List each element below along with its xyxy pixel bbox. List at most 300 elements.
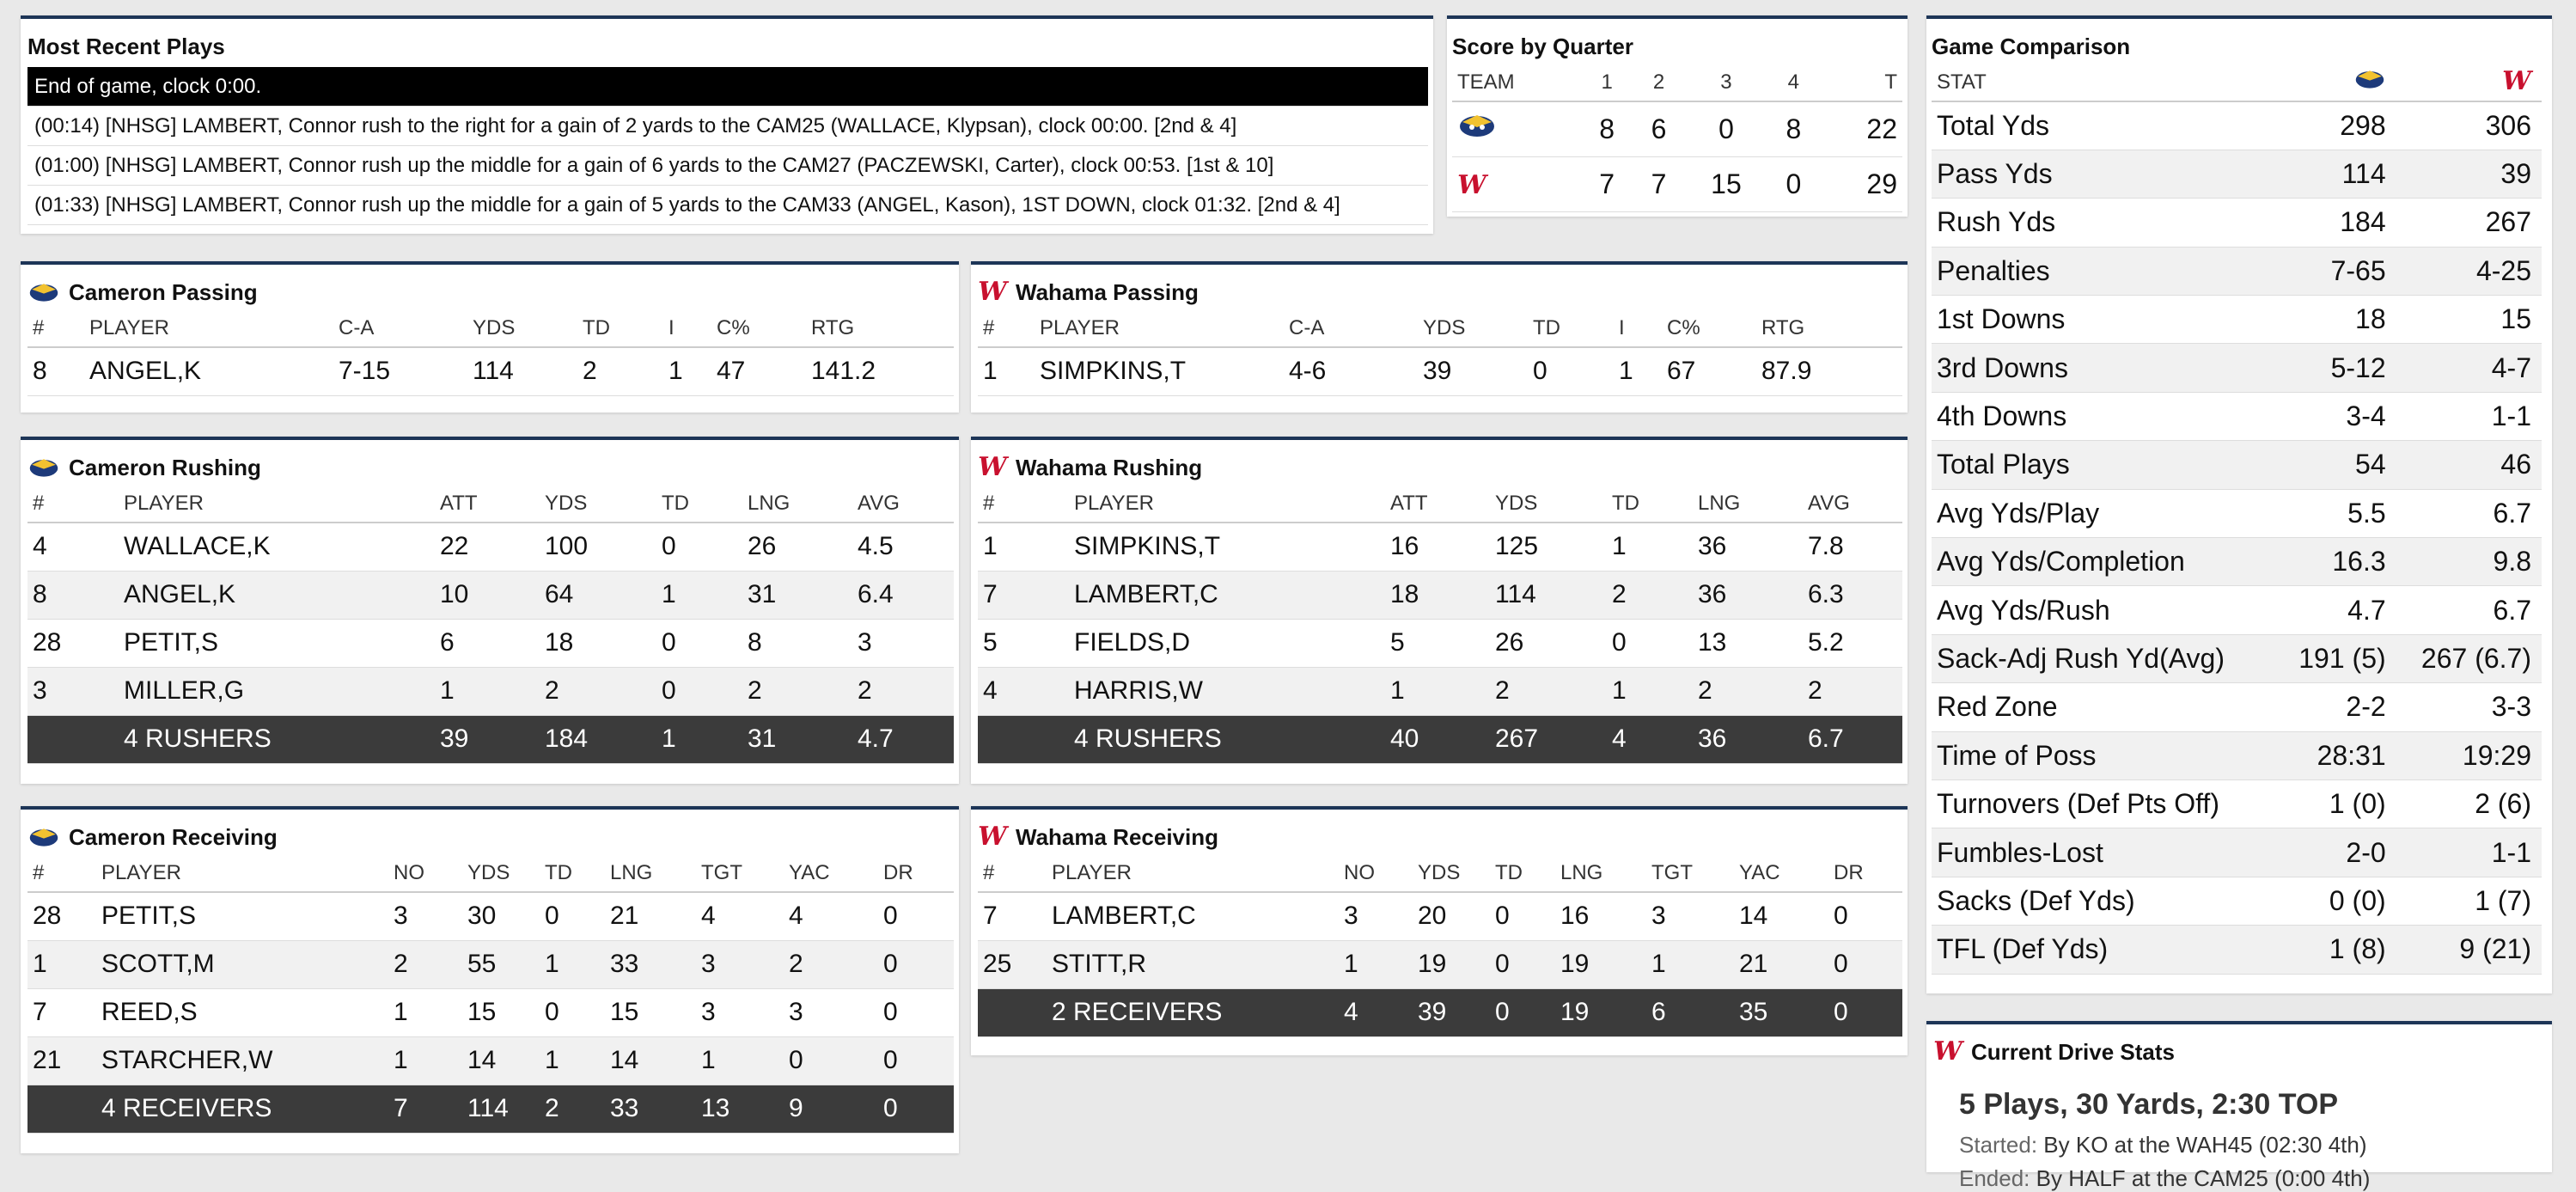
ended-label: Ended: <box>1959 1165 2030 1191</box>
comparison-table <box>1932 64 2542 975</box>
cameron-logo-icon <box>2353 68 2386 90</box>
table-cell: 0 <box>1490 940 1555 988</box>
table-cell: 0 <box>656 667 742 715</box>
table-cell: 67 <box>1662 347 1756 395</box>
stat-label: Total Yds <box>1932 101 2277 150</box>
col-header: PLAYER <box>96 854 388 892</box>
stat-label: Sack-Adj Rush Yd(Avg) <box>1932 634 2277 682</box>
stat-value: 2 (6) <box>2396 779 2542 828</box>
table-cell: 31 <box>742 571 852 619</box>
table-cell: LAMBERT,C <box>1069 571 1385 619</box>
plays-list <box>27 67 1428 225</box>
wahama-passing-panel <box>971 261 1908 413</box>
total-cell: 4 <box>1607 715 1693 763</box>
ended-value: By HALF at the CAM25 (0:00 4th) <box>2036 1165 2371 1191</box>
table-cell: 21 <box>27 1036 96 1085</box>
col-header: T <box>1820 64 1902 101</box>
table-cell: 0 <box>540 892 605 940</box>
comparison-row <box>1932 344 2542 392</box>
score-by-quarter-panel <box>1447 15 1908 217</box>
table-cell: 3 <box>388 892 462 940</box>
table-cell: 26 <box>742 523 852 571</box>
game-comparison-title: Game Comparison <box>1932 33 2131 59</box>
total-cell: 4 RUSHERS <box>1069 715 1385 763</box>
score-header-row <box>1452 64 1902 101</box>
table-cell: 0 <box>1607 619 1693 667</box>
table-row <box>978 892 1902 940</box>
stat-value: 7-65 <box>2277 247 2396 295</box>
total-cell: 0 <box>1490 988 1555 1036</box>
table-cell: SIMPKINS,T <box>1069 523 1385 571</box>
table-cell: WALLACE,K <box>119 523 435 571</box>
table-cell: 47 <box>711 347 806 395</box>
col-header: TGT <box>696 854 784 892</box>
table-row <box>27 571 954 619</box>
stat-value: 306 <box>2396 101 2542 150</box>
wah-receiving-table <box>978 854 1902 1037</box>
table-cell: 7 <box>978 571 1069 619</box>
table-cell: ANGEL,K <box>84 347 333 395</box>
table-cell: 7-15 <box>333 347 467 395</box>
col-header: TEAM <box>1452 64 1581 101</box>
col-header: RTG <box>806 309 954 347</box>
panel-title-text: Wahama Receiving <box>1016 823 1219 850</box>
total-row <box>978 988 1902 1036</box>
table-cell: HARRIS,W <box>1069 667 1385 715</box>
stat-value: 15 <box>2396 296 2542 344</box>
table-cell: 18 <box>540 619 656 667</box>
total-cell: 36 <box>1693 715 1803 763</box>
col-header: C-A <box>333 309 467 347</box>
table-cell: 1 <box>663 347 711 395</box>
wahama-receiving-panel <box>971 806 1908 1055</box>
table-cell: 64 <box>540 571 656 619</box>
col-header: I <box>663 309 711 347</box>
table-cell: SIMPKINS,T <box>1035 347 1284 395</box>
comparison-row <box>1932 296 2542 344</box>
table-cell: 1 <box>656 571 742 619</box>
stat-value: 2-0 <box>2277 828 2396 877</box>
table-cell: MILLER,G <box>119 667 435 715</box>
col-header: TD <box>656 485 742 523</box>
table-cell: 1 <box>1614 347 1662 395</box>
score-cell: 7 <box>1581 156 1633 211</box>
stat-label: 4th Downs <box>1932 392 2277 440</box>
comparison-row <box>1932 199 2542 247</box>
table-cell: 36 <box>1693 523 1803 571</box>
table-cell: 3 <box>27 667 119 715</box>
wahama-logo-icon: W <box>978 277 1007 307</box>
total-cell: 2 RECEIVERS <box>1047 988 1339 1036</box>
game-comparison-panel <box>1926 15 2552 993</box>
table-cell: 4 <box>784 892 878 940</box>
stat-label: Rush Yds <box>1932 199 2277 247</box>
total-cell <box>27 715 119 763</box>
comparison-row <box>1932 489 2542 537</box>
comparison-row <box>1932 247 2542 295</box>
col-header: C% <box>1662 309 1756 347</box>
total-cell: 4 RECEIVERS <box>96 1085 388 1133</box>
table-cell: 0 <box>1528 347 1614 395</box>
stat-label: Avg Yds/Completion <box>1932 538 2277 586</box>
table-cell: 0 <box>1828 940 1902 988</box>
stat-label: Time of Poss <box>1932 731 2277 779</box>
stat-value: 16.3 <box>2277 538 2396 586</box>
stat-value: 4-7 <box>2396 344 2542 392</box>
score-cell: 0 <box>1685 101 1767 156</box>
table-cell: 26 <box>1490 619 1607 667</box>
col-header: PLAYER <box>1069 485 1385 523</box>
table-cell: 30 <box>462 892 540 940</box>
table-cell: 15 <box>462 988 540 1036</box>
stat-value: 3-4 <box>2277 392 2396 440</box>
col-header: I <box>1614 309 1662 347</box>
wahama-rushing-panel <box>971 437 1908 784</box>
table-cell: 2 <box>784 940 878 988</box>
table-cell: 3 <box>1339 892 1413 940</box>
table-cell: 114 <box>467 347 577 395</box>
play-item: End of game, clock 0:00. <box>27 67 1428 107</box>
col-header: TD <box>577 309 663 347</box>
table-cell: 2 <box>1607 571 1693 619</box>
col-header: # <box>978 485 1069 523</box>
score-row <box>1452 156 1902 211</box>
total-cell: 0 <box>878 1085 954 1133</box>
panel-title-text: Cameron Receiving <box>69 823 278 850</box>
table-cell: 5 <box>1385 619 1490 667</box>
team-cell <box>1452 101 1581 156</box>
table-cell: 1 <box>1339 940 1413 988</box>
table-cell: 2 <box>1803 667 1902 715</box>
table-cell: 3 <box>696 940 784 988</box>
table-cell: SCOTT,M <box>96 940 388 988</box>
table-cell: 14 <box>1734 892 1828 940</box>
stat-value: 114 <box>2277 150 2396 198</box>
col-header: TD <box>1490 854 1555 892</box>
table-row <box>27 892 954 940</box>
recent-plays-panel <box>21 15 1433 234</box>
stat-value: 1-1 <box>2396 828 2542 877</box>
cameron-receiving-panel <box>21 806 959 1153</box>
table-cell: 21 <box>1734 940 1828 988</box>
table-cell: 6.4 <box>852 571 954 619</box>
col-header: LNG <box>1555 854 1646 892</box>
col-header: 1 <box>1581 64 1633 101</box>
header-row <box>27 485 954 523</box>
stat-value: 28:31 <box>2277 731 2396 779</box>
table-cell: 0 <box>878 940 954 988</box>
stat-label: Turnovers (Def Pts Off) <box>1932 779 2277 828</box>
table-cell: 100 <box>540 523 656 571</box>
col-header: AVG <box>852 485 954 523</box>
table-row <box>27 667 954 715</box>
table-cell: 3 <box>852 619 954 667</box>
col-header: 4 <box>1767 64 1819 101</box>
comparison-row <box>1932 538 2542 586</box>
wahama-logo-icon: W <box>978 822 1007 852</box>
table-cell: 2 <box>577 347 663 395</box>
drive-ended <box>1959 1165 2542 1192</box>
stat-value: 0 (0) <box>2277 877 2396 925</box>
total-cell: 19 <box>1555 988 1646 1036</box>
table-cell: PETIT,S <box>96 892 388 940</box>
total-cell: 31 <box>742 715 852 763</box>
table-cell: 0 <box>878 988 954 1036</box>
table-cell: 0 <box>1828 892 1902 940</box>
stat-label: Fumbles-Lost <box>1932 828 2277 877</box>
current-drive-title-text: Current Drive Stats <box>1971 1038 2175 1065</box>
table-cell: 25 <box>978 940 1047 988</box>
table-cell: 0 <box>656 619 742 667</box>
wahama-logo-icon: W <box>2502 66 2531 96</box>
stat-value: 191 (5) <box>2277 634 2396 682</box>
col-header: YDS <box>540 485 656 523</box>
table-cell: 1 <box>27 940 96 988</box>
table-cell: 0 <box>784 1036 878 1085</box>
stat-value: 1-1 <box>2396 392 2542 440</box>
table-cell: 3 <box>696 988 784 1036</box>
table-row <box>978 619 1902 667</box>
table-cell: 8 <box>27 347 84 395</box>
wahama-logo-icon: W <box>978 452 1007 482</box>
table-cell: 1 <box>388 988 462 1036</box>
stat-value: 5-12 <box>2277 344 2396 392</box>
stat-value: 46 <box>2396 441 2542 489</box>
drive-summary: 5 Plays, 30 Yards, 2:30 TOP <box>1959 1088 2339 1121</box>
total-cell: 39 <box>435 715 540 763</box>
table-cell: 39 <box>1418 347 1528 395</box>
wahama-col-header <box>2396 64 2542 101</box>
table-cell: 20 <box>1413 892 1490 940</box>
total-cell: 39 <box>1413 988 1490 1036</box>
score-cell: 8 <box>1767 101 1819 156</box>
table-cell: 1 <box>696 1036 784 1085</box>
table-cell: 7 <box>27 988 96 1036</box>
col-header: YDS <box>1418 309 1528 347</box>
table-cell: 8 <box>742 619 852 667</box>
table-row <box>978 940 1902 988</box>
score-cell: 0 <box>1767 156 1819 211</box>
comparison-row <box>1932 634 2542 682</box>
col-header: YDS <box>467 309 577 347</box>
score-cell: 6 <box>1633 101 1684 156</box>
play-item: (01:33) [NHSG] LAMBERT, Connor rush up the middle for a gain of 5 yards to the CAM33 (ANGEL, Kason), 1ST DOWN, clock 01:32. [2nd & 4] <box>27 186 1428 225</box>
stat-value: 9.8 <box>2396 538 2542 586</box>
table-cell: 6.3 <box>1803 571 1902 619</box>
total-cell: 6 <box>1646 988 1734 1036</box>
comparison-row <box>1932 586 2542 634</box>
col-header: # <box>27 854 96 892</box>
table-cell: ANGEL,K <box>119 571 435 619</box>
table-row <box>978 347 1902 395</box>
col-header: 3 <box>1685 64 1767 101</box>
stat-label: Red Zone <box>1932 683 2277 731</box>
total-cell: 114 <box>462 1085 540 1133</box>
total-cell: 1 <box>656 715 742 763</box>
table-cell: 1 <box>978 523 1069 571</box>
cameron-logo-icon <box>27 281 60 303</box>
stat-value: 184 <box>2277 199 2396 247</box>
table-cell: 3 <box>784 988 878 1036</box>
cam-passing-title <box>27 275 954 309</box>
stat-label: 1st Downs <box>1932 296 2277 344</box>
table-cell: 141.2 <box>806 347 954 395</box>
col-header: 2 <box>1633 64 1684 101</box>
total-cell <box>978 715 1069 763</box>
comparison-row <box>1932 926 2542 974</box>
stat-value: 4.7 <box>2277 586 2396 634</box>
col-header: PLAYER <box>84 309 333 347</box>
stat-value: 18 <box>2277 296 2396 344</box>
table-cell: 1 <box>540 940 605 988</box>
stat-label: Pass Yds <box>1932 150 2277 198</box>
col-header: TD <box>540 854 605 892</box>
table-row <box>27 347 954 395</box>
cameron-col-header <box>2277 64 2396 101</box>
total-cell: 7 <box>388 1085 462 1133</box>
table-cell: 114 <box>1490 571 1607 619</box>
drive-started <box>1959 1132 2542 1158</box>
stat-header: STAT <box>1932 64 2277 101</box>
col-header: YDS <box>1490 485 1607 523</box>
total-cell: 9 <box>784 1085 878 1133</box>
table-row <box>27 619 954 667</box>
header-row <box>978 485 1902 523</box>
table-cell: 4 <box>978 667 1069 715</box>
total-cell <box>27 1085 96 1133</box>
stat-label: Sacks (Def Yds) <box>1932 877 2277 925</box>
cameron-logo-icon <box>27 456 60 479</box>
score-cell: 8 <box>1581 101 1633 156</box>
table-cell: 1 <box>1607 523 1693 571</box>
cameron-rushing-panel <box>21 437 959 784</box>
comparison-row <box>1932 392 2542 440</box>
total-cell <box>978 988 1047 1036</box>
stat-value: 267 (6.7) <box>2396 634 2542 682</box>
comparison-row <box>1932 877 2542 925</box>
table-cell: 16 <box>1385 523 1490 571</box>
stat-value: 1 (8) <box>2277 926 2396 974</box>
table-cell: 0 <box>540 988 605 1036</box>
total-cell: 40 <box>1385 715 1490 763</box>
header-row <box>978 309 1902 347</box>
col-header: NO <box>388 854 462 892</box>
score-by-quarter-title: Score by Quarter <box>1452 33 1633 59</box>
table-cell: 87.9 <box>1756 347 1902 395</box>
col-header: AVG <box>1803 485 1902 523</box>
table-cell: 4 <box>27 523 119 571</box>
table-cell: 33 <box>605 940 696 988</box>
table-cell: 1 <box>978 347 1035 395</box>
total-cell: 33 <box>605 1085 696 1133</box>
col-header: DR <box>1828 854 1902 892</box>
total-cell: 2 <box>540 1085 605 1133</box>
table-cell: 28 <box>27 892 96 940</box>
current-drive-title <box>1933 1035 2542 1069</box>
col-header: TD <box>1607 485 1693 523</box>
table-cell: 1 <box>540 1036 605 1085</box>
score-cell: 15 <box>1685 156 1767 211</box>
table-cell: 0 <box>656 523 742 571</box>
panel-title-text: Cameron Rushing <box>69 454 261 480</box>
comparison-row <box>1932 779 2542 828</box>
table-cell: 13 <box>1693 619 1803 667</box>
table-cell: 1 <box>1607 667 1693 715</box>
stat-value: 54 <box>2277 441 2396 489</box>
table-cell: REED,S <box>96 988 388 1036</box>
stat-value: 5.5 <box>2277 489 2396 537</box>
panel-title-text: Cameron Passing <box>69 278 258 305</box>
panel-title-text: Wahama Rushing <box>1016 454 1203 480</box>
score-row <box>1452 101 1902 156</box>
table-cell: PETIT,S <box>119 619 435 667</box>
total-row <box>27 715 954 763</box>
stat-label: Penalties <box>1932 247 2277 295</box>
cameron-passing-panel <box>21 261 959 413</box>
table-cell: 0 <box>878 892 954 940</box>
table-cell: 55 <box>462 940 540 988</box>
table-cell: 0 <box>1490 892 1555 940</box>
table-cell: 5 <box>978 619 1069 667</box>
comparison-row <box>1932 101 2542 150</box>
total-cell: 0 <box>1828 988 1902 1036</box>
comparison-row <box>1932 441 2542 489</box>
table-cell: 3 <box>1646 892 1734 940</box>
table-cell: 1 <box>1385 667 1490 715</box>
col-header: TGT <box>1646 854 1734 892</box>
stat-label: Avg Yds/Play <box>1932 489 2277 537</box>
table-cell: 36 <box>1693 571 1803 619</box>
wah-rushing-table <box>978 485 1902 764</box>
stat-value: 2-2 <box>2277 683 2396 731</box>
cam-passing-table <box>27 309 954 396</box>
col-header: YAC <box>784 854 878 892</box>
table-row <box>27 523 954 571</box>
table-cell: 19 <box>1413 940 1490 988</box>
stat-label: TFL (Def Yds) <box>1932 926 2277 974</box>
table-cell: 8 <box>27 571 119 619</box>
table-cell: LAMBERT,C <box>1047 892 1339 940</box>
table-cell: STITT,R <box>1047 940 1339 988</box>
comparison-row <box>1932 828 2542 877</box>
stat-value: 3-3 <box>2396 683 2542 731</box>
table-cell: 2 <box>1693 667 1803 715</box>
stat-value: 19:29 <box>2396 731 2542 779</box>
table-cell: 1 <box>1646 940 1734 988</box>
table-cell: 2 <box>1490 667 1607 715</box>
col-header: YDS <box>462 854 540 892</box>
stat-value: 6.7 <box>2396 489 2542 537</box>
col-header: YAC <box>1734 854 1828 892</box>
total-row <box>978 715 1902 763</box>
col-header: ATT <box>435 485 540 523</box>
col-header: # <box>978 854 1047 892</box>
table-cell: 2 <box>852 667 954 715</box>
table-cell: 2 <box>540 667 656 715</box>
table-cell: 2 <box>388 940 462 988</box>
cam-rushing-title <box>27 450 954 485</box>
table-cell: 10 <box>435 571 540 619</box>
total-cell: 267 <box>1490 715 1607 763</box>
started-value: By KO at the WAH45 (02:30 4th) <box>2043 1132 2367 1158</box>
wahama-logo-icon: W <box>1457 169 1486 200</box>
total-cell: 4 <box>1339 988 1413 1036</box>
table-cell: 6 <box>435 619 540 667</box>
comparison-header-row <box>1932 64 2542 101</box>
table-row <box>27 988 954 1036</box>
stat-value: 1 (7) <box>2396 877 2542 925</box>
cameron-logo-icon <box>27 826 60 848</box>
